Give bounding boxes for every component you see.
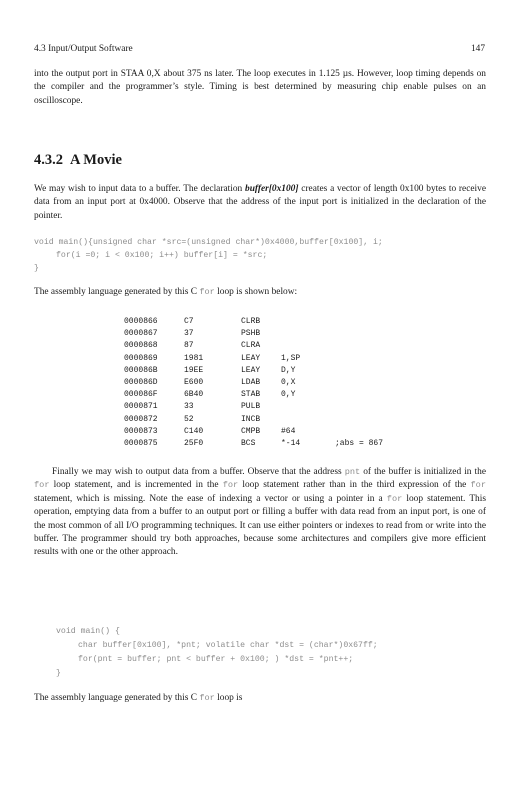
- asm-opcode-bytes: 37: [184, 329, 194, 339]
- asm-comment: ;abs = 867: [335, 439, 384, 449]
- code-line: for(i =0; i < 0x100; i++) buffer[i] = *src;: [56, 251, 268, 260]
- asm-address: 000086D: [124, 378, 158, 388]
- asm-opcode-bytes: 52: [184, 414, 194, 424]
- code-line: void main() {: [56, 627, 120, 636]
- asm-address: 0000873: [124, 426, 158, 436]
- closing-line: [34, 692, 486, 705]
- asm-address: 000086F: [124, 390, 158, 400]
- asm-opcode-bytes: 33: [184, 402, 194, 412]
- asm-operand: *-14: [281, 439, 301, 449]
- asm-row: [124, 353, 383, 365]
- asm-row: [124, 316, 383, 328]
- intro-paragraph: into the output port in STAA 0,X about 375 ns later. The loop executes in 1.125 µs. However, loop timing depends on the compiler and the programmer’s style. Timing is best determined by measuring chip enable pulses on an oscilloscope.: [34, 69, 486, 106]
- asm-mnemonic: CLRB: [241, 317, 261, 326]
- code-line: void main(){unsigned char *src=(unsigned char*)0x4000,buffer[0x100], i;: [34, 238, 383, 247]
- code-line: for(pnt = buffer; pnt < buffer + 0x100; ) *dst = *pnt++;: [78, 655, 354, 664]
- asm-opcode-bytes: C140: [184, 426, 204, 436]
- for-keyword: for: [199, 693, 215, 703]
- asm-opcode-bytes: C7: [184, 317, 194, 326]
- asm-comment: [335, 353, 383, 365]
- asm-address: 0000869: [124, 353, 158, 363]
- asm-intro: [34, 286, 486, 299]
- asm-mnemonic: INCB: [241, 414, 261, 424]
- asm-opcode-bytes: 6B40: [184, 390, 204, 400]
- text-run: loop statement, and is incremented in the: [49, 480, 223, 491]
- section-number: 4.3.2: [34, 152, 63, 168]
- text-run: statement, which is missing. Note the ease of indexing a vector or using a pointer in a: [34, 493, 387, 504]
- text-run: loop statement. This operation, emptying data from a buffer to an output port or filling a buffer with data read from an input port, is one of the most common of all I/O programming techniques. It can use either pointers or indexes to read from or write into the buffer. The programmer should try both approaches, because some architectures and compilers give more efficient results with one or the other approach.: [34, 493, 486, 558]
- for-keyword: for: [34, 480, 50, 491]
- asm-row: [124, 377, 383, 389]
- asm-address: 000086B: [124, 365, 158, 375]
- asm-mnemonic: CMPB: [241, 426, 261, 436]
- asm-row: [124, 389, 383, 401]
- asm-opcode-bytes: 87: [184, 341, 194, 351]
- asm-row: [124, 426, 383, 438]
- asm-row: [124, 340, 383, 352]
- asm-operand: [281, 414, 335, 426]
- asm-comment: [335, 316, 383, 328]
- for-keyword: for: [386, 493, 403, 504]
- asm-comment: [335, 426, 383, 438]
- asm-operand: D,Y: [281, 365, 296, 375]
- asm-operand: [281, 401, 335, 413]
- asm-address: 0000868: [124, 341, 158, 351]
- asm-address: 0000875: [124, 439, 158, 449]
- asm-row: [124, 365, 383, 377]
- code-line: }: [56, 669, 61, 678]
- asm-mnemonic: LEAY: [241, 353, 261, 363]
- asm-mnemonic: PULB: [241, 402, 261, 412]
- asm-mnemonic: PSHB: [241, 329, 261, 339]
- asm-operand: 0,X: [281, 378, 296, 388]
- asm-comment: [335, 365, 383, 377]
- asm-mnemonic: LEAY: [241, 365, 261, 375]
- code-line: char buffer[0x100], *pnt; volatile char *dst = (char*)0x67ff;: [78, 641, 378, 650]
- movie-text-before: We may wish to input data to a buffer. The declaration: [34, 184, 246, 194]
- asm-row: [124, 414, 383, 426]
- asm-row: [124, 438, 383, 450]
- text-run: Finally we may wish to output data from a buffer. Observe that the address: [52, 467, 345, 477]
- asm-operand: 1,SP: [281, 353, 301, 363]
- asm-comment: [335, 389, 383, 401]
- running-header-section: 4.3 Input/Output Software: [34, 44, 133, 54]
- asm-comment: [335, 401, 383, 413]
- asm-mnemonic: STAB: [241, 390, 261, 400]
- text-run: loop statement rather than in the third expression of the: [238, 480, 471, 491]
- code-line: }: [34, 264, 39, 273]
- asm-mnemonic: LDAB: [241, 378, 261, 388]
- asm-operand: [281, 316, 335, 328]
- closing-before: The assembly language generated by this C: [34, 693, 200, 703]
- assembly-listing: [124, 316, 383, 450]
- section-title: A Movie: [70, 152, 122, 168]
- page-number: 147: [470, 44, 485, 54]
- finally-paragraph: [34, 466, 486, 560]
- asm-opcode-bytes: 1981: [184, 353, 204, 363]
- section-heading: [34, 152, 122, 169]
- asm-address: 0000871: [124, 402, 158, 412]
- asm-address: 0000872: [124, 414, 158, 424]
- for-keyword: for: [222, 480, 239, 491]
- asm-operand: [281, 328, 335, 340]
- asm-intro-before: The assembly language generated by this C: [34, 287, 200, 297]
- asm-row: [124, 401, 383, 413]
- asm-address: 0000866: [124, 317, 158, 326]
- closing-after: loop is: [214, 693, 243, 703]
- asm-opcode-bytes: E600: [184, 378, 204, 388]
- buffer-declaration: buffer[0x100]: [245, 184, 299, 194]
- asm-opcode-bytes: 25F0: [184, 439, 204, 449]
- asm-row: [124, 328, 383, 340]
- for-keyword: for: [199, 287, 215, 297]
- asm-opcode-bytes: 19EE: [184, 365, 204, 375]
- asm-address: 0000867: [124, 329, 158, 339]
- asm-intro-after: loop is shown below:: [214, 287, 298, 297]
- movie-text-after: creates a vector of length 0x100 bytes to receive data from an input port at 0x4000. Observe that the address of the input port is initialized in the declaration of the pointer.: [34, 184, 486, 221]
- asm-operand: #64: [281, 426, 296, 436]
- asm-mnemonic: BCS: [241, 439, 256, 449]
- text-run: of the buffer is initialized in the: [360, 467, 486, 477]
- for-keyword: for: [470, 480, 486, 491]
- asm-operand: 0,Y: [281, 390, 296, 400]
- asm-operand: [281, 340, 335, 352]
- pnt-keyword: pnt: [344, 467, 361, 477]
- asm-comment: [335, 328, 383, 340]
- asm-comment: [335, 340, 383, 352]
- asm-comment: [335, 377, 383, 389]
- asm-mnemonic: CLRA: [241, 341, 261, 351]
- asm-comment: [335, 414, 383, 426]
- movie-paragraph: [34, 183, 486, 223]
